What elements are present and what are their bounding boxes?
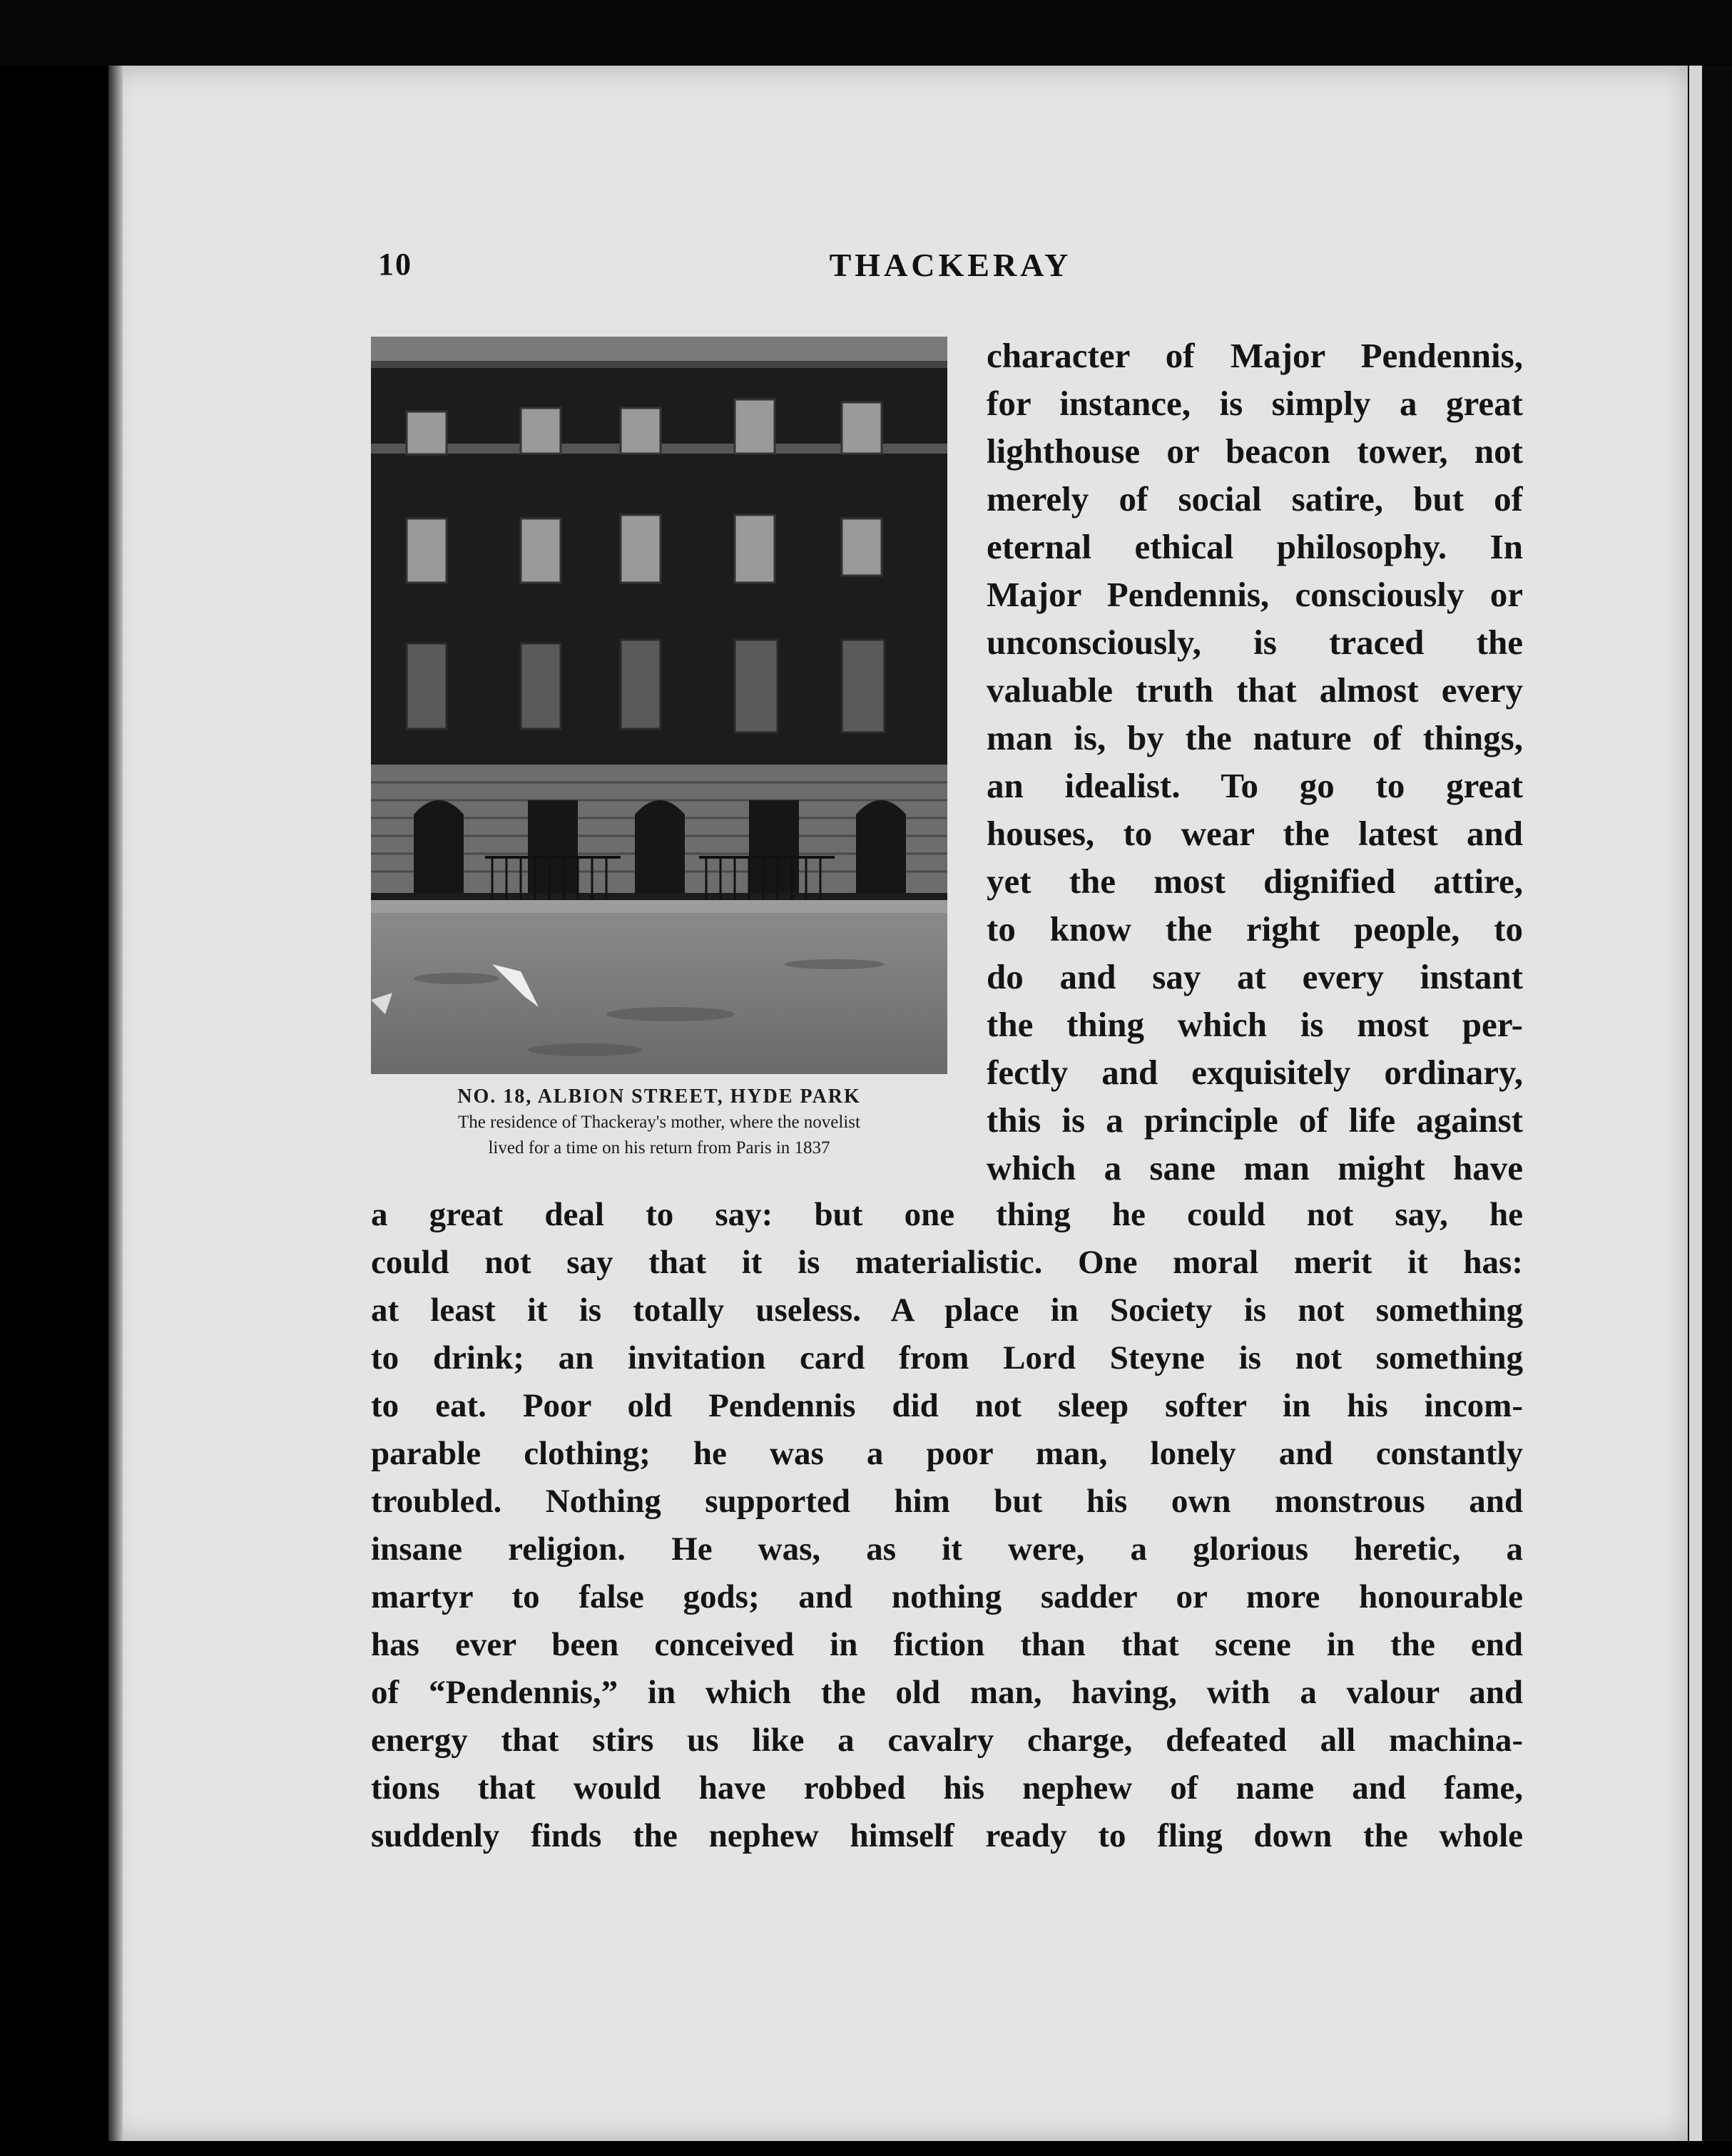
house-photograph (371, 337, 947, 1074)
text-line: which a sane man might have (987, 1148, 1523, 1187)
text-line: do and say at every instant (987, 957, 1523, 996)
text-line: an idealist. To go to great (987, 766, 1523, 805)
text-line: merely of social satire, but of (987, 479, 1523, 518)
text-line: insane religion. He was, as it were, a glorious heretic, a (371, 1531, 1523, 1568)
text-line: to know the right people, to (987, 909, 1523, 949)
text-line: valuable truth that almost every (987, 670, 1523, 710)
text-line: a great deal to say: but one thing he could not say, he (371, 1196, 1523, 1233)
text-line: houses, to wear the latest and (987, 814, 1523, 853)
caption-title: NO. 18, ALBION STREET, HYDE PARK (457, 1085, 861, 1108)
running-head (378, 246, 1523, 296)
scan-border-top (0, 0, 1732, 66)
running-title: THACKERAY (829, 247, 1072, 283)
text-line: at least it is totally useless. A place in Society is not something (371, 1292, 1523, 1329)
text-line: eternal ethical philosophy. In (987, 527, 1523, 566)
body-text-full-width (371, 1191, 1523, 1860)
text-line: yet the most dignified attire, (987, 862, 1523, 901)
text-line: to eat. Poor old Pendennis did not sleep softer in his incom- (371, 1387, 1523, 1424)
page-gutter-shadow (108, 66, 123, 2141)
text-line: has ever been conceived in fiction than that scene in the end (371, 1626, 1523, 1663)
text-line: martyr to false gods; and nothing sadder or more honourable (371, 1578, 1523, 1615)
text-line: the thing which is most per- (987, 1005, 1523, 1044)
text-line: troubled. Nothing supported him but his own monstrous and (371, 1483, 1523, 1520)
text-line: for instance, is simply a great (987, 384, 1523, 423)
text-line: suddenly finds the nephew himself ready to fling down the whole (371, 1817, 1523, 1854)
text-line: character of Major Pendennis, (987, 336, 1523, 375)
text-line: man is, by the nature of things, (987, 718, 1523, 757)
text-line: could not say that it is materialistic. One moral merit it has: (371, 1244, 1523, 1281)
text-line: of “Pendennis,” in which the old man, having, with a valour and (371, 1674, 1523, 1711)
caption-line: The residence of Thackeray's mother, where the novelist (458, 1113, 860, 1132)
text-line: lighthouse or beacon tower, not (987, 431, 1523, 471)
body-text-column (987, 332, 1523, 1192)
text-line: tions that would have robbed his nephew of name and fame, (371, 1769, 1523, 1807)
caption-line: lived for a time on his return from Paris in 1837 (488, 1138, 830, 1158)
text-line: unconsciously, is traced the (987, 623, 1523, 662)
text-line: parable clothing; he was a poor man, lonely and constantly (371, 1435, 1523, 1472)
figure-caption (371, 1084, 947, 1161)
text-line: this is a principle of life against (987, 1100, 1523, 1140)
page-edge-strip (1689, 66, 1702, 2141)
page-number: 10 (378, 247, 412, 282)
text-line: fectly and exquisitely ordinary, (987, 1053, 1523, 1092)
text-line: to drink; an invitation card from Lord Steyne is not something (371, 1339, 1523, 1376)
text-line: Major Pendennis, consciously or (987, 575, 1523, 614)
text-line: energy that stirs us like a cavalry charge, defeated all machina- (371, 1722, 1523, 1759)
